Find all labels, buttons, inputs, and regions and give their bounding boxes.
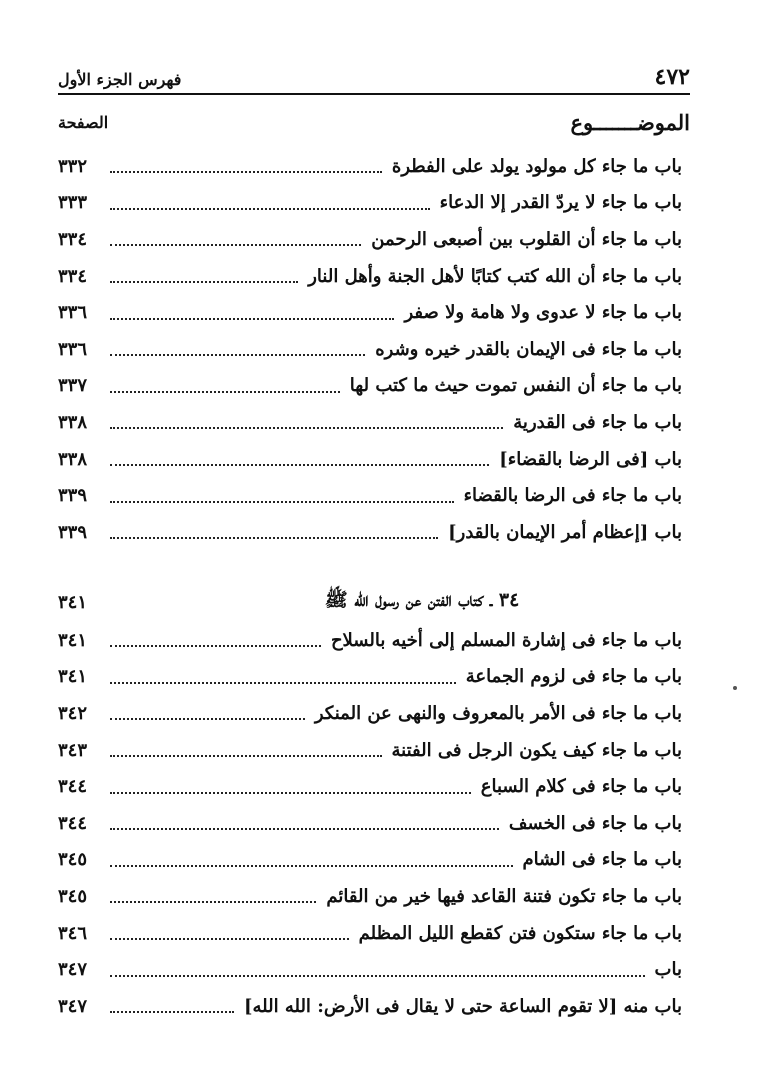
entry-title: باب ما جاء كل مولود يولد على الفطرة (391, 155, 682, 177)
entry-page: ٣٣٢ (58, 155, 88, 177)
entry-title: باب ما جاء فى الرضا بالقضاء (463, 485, 682, 507)
entry-page: ٣٤١ (58, 629, 88, 651)
toc-entry (58, 368, 682, 405)
page-number: ٤٧٢ (654, 64, 690, 90)
entry-page: ٣٤٥ (58, 885, 88, 907)
toc-entry (58, 331, 682, 368)
dot-leader (110, 865, 513, 867)
toc-entry (58, 805, 682, 842)
dot-leader (110, 901, 316, 903)
entry-title: باب ما جاء فى الأمر بالمعروف والنهى عن المنكر (314, 702, 682, 724)
entry-title: باب ما جاء أن القلوب بين أصبعى الرحمن (371, 228, 682, 250)
toc-entry (58, 842, 682, 879)
toc-entry (58, 988, 682, 1025)
dot-leader (110, 208, 430, 210)
toc-entry (58, 878, 682, 915)
dot-leader (110, 975, 645, 977)
dot-leader (110, 501, 454, 503)
entry-page: ٣٤٣ (58, 739, 88, 761)
entry-title: باب ما جاء فى كلام السباع (480, 776, 682, 798)
dot-leader (110, 792, 471, 794)
entry-title: باب ما جاء لا يردّ القدر إلا الدعاء (439, 192, 682, 214)
entry-title: باب ما جاء تكون فتنة القاعد فيها خير من القائم (326, 885, 682, 907)
dot-leader (110, 244, 361, 246)
entry-title: باب ما جاء فى الشام (522, 849, 682, 871)
column-headers (58, 104, 690, 140)
entry-title: باب ما جاء فى الإيمان بالقدر خيره وشره (375, 338, 682, 360)
entry-title: باب ما جاء ستكون فتن كقطع الليل المظلم (358, 922, 682, 944)
toc-entry (58, 768, 682, 805)
dot-leader (110, 1011, 234, 1013)
dot-leader (110, 464, 489, 466)
entry-title: باب ما جاء فى الخسف (508, 812, 682, 834)
entry-page: ٣٣٦ (58, 302, 88, 324)
entry-page: ٣٤٧ (58, 959, 88, 981)
entry-title: باب ما جاء كيف يكون الرجل فى الفتنة (391, 739, 682, 761)
page-column-header: الصفحة (58, 112, 109, 132)
entry-page: ٣٤١ (58, 666, 88, 688)
dot-leader (110, 281, 298, 283)
chapter-title: ٣٤ ـ كتاب الفتن عن رسول الله ﷺ (324, 589, 520, 611)
entry-title: باب [إعظام أمر الإيمان بالقدر] (448, 521, 682, 543)
entry-page: ٣٤٧ (58, 995, 88, 1017)
header-rule (58, 93, 690, 95)
toc-entry (58, 695, 682, 732)
entry-page: ٣٣٤ (58, 228, 88, 250)
dot-leader (110, 938, 349, 940)
running-title: فهرس الجزء الأول (58, 70, 182, 89)
entry-page: ٣٣٦ (58, 338, 88, 360)
dot-leader (110, 718, 305, 720)
entry-page: ٣٣٩ (58, 521, 88, 543)
entry-title: باب ما جاء لا عدوى ولا هامة ولا صفر (404, 302, 682, 324)
toc-section-2 (58, 582, 682, 1025)
dot-leader (110, 354, 365, 356)
toc-entry (58, 294, 682, 331)
dot-leader (110, 682, 456, 684)
entry-title: باب ما جاء فى القدرية (513, 411, 682, 433)
entry-page: ٣٣٩ (58, 485, 88, 507)
margin-speck (733, 686, 737, 690)
toc-entry (58, 185, 682, 222)
chapter-page: ٣٤١ (58, 591, 88, 613)
toc-entry (58, 441, 682, 478)
entry-title: باب ما جاء فى إشارة المسلم إلى أخيه بالسلاح (330, 629, 682, 651)
toc-entry (58, 148, 682, 185)
toc-entry (58, 915, 682, 952)
page-header (58, 58, 690, 88)
entry-title: باب ما جاء فى لزوم الجماعة (465, 666, 682, 688)
entry-title: باب ما جاء أن الله كتب كتابًا لأهل الجنة وأهل النار (308, 265, 682, 287)
entry-page: ٣٤٤ (58, 776, 88, 798)
subject-column-header: الموضـــــــوع (570, 109, 690, 135)
toc-entry (58, 221, 682, 258)
dot-leader (110, 171, 382, 173)
entry-title: باب [فى الرضا بالقضاء] (499, 448, 682, 470)
toc-entry (58, 732, 682, 769)
entry-page: ٣٣٣ (58, 192, 88, 214)
entry-page: ٣٣٤ (58, 265, 88, 287)
toc-entry (58, 622, 682, 659)
entry-title: باب (654, 959, 682, 981)
entry-title: باب منه [لا تقوم الساعة حتى لا يقال فى الأرض: الله الله] (243, 995, 682, 1017)
toc-entry (58, 258, 682, 295)
entry-page: ٣٤٥ (58, 849, 88, 871)
toc-entry (58, 951, 682, 988)
entry-page: ٣٣٨ (58, 448, 88, 470)
entry-page: ٣٤٦ (58, 922, 88, 944)
entry-page: ٣٤٤ (58, 812, 88, 834)
dot-leader (110, 391, 340, 393)
dot-leader (110, 828, 499, 830)
dot-leader (110, 427, 503, 429)
entry-title: باب ما جاء أن النفس تموت حيث ما كتب لها (349, 375, 682, 397)
toc-entry (58, 659, 682, 696)
entry-page: ٣٤٢ (58, 702, 88, 724)
dot-leader (110, 318, 394, 320)
dot-leader (110, 537, 438, 539)
toc-entry (58, 514, 682, 551)
chapter-heading (58, 582, 682, 622)
entry-page: ٣٣٨ (58, 411, 88, 433)
toc-entry (58, 404, 682, 441)
toc-section-1 (58, 148, 682, 551)
entry-page: ٣٣٧ (58, 375, 88, 397)
toc-entry (58, 477, 682, 514)
dot-leader (110, 645, 321, 647)
dot-leader (110, 755, 382, 757)
